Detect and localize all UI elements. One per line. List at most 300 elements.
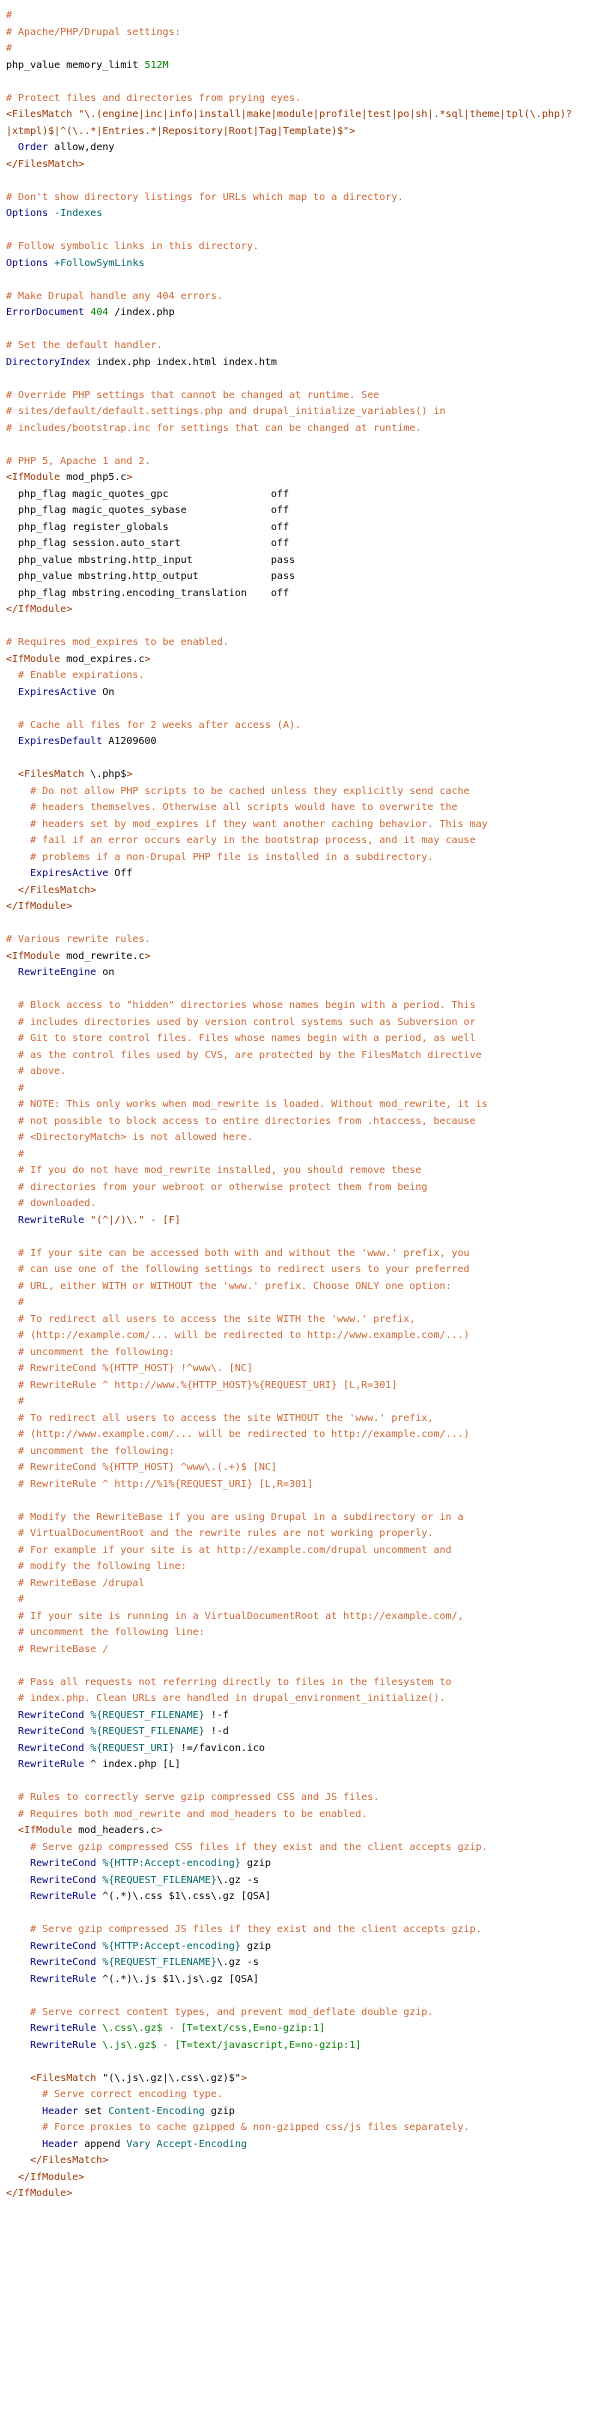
code-line [6,1361,253,1378]
code-token: \.js\.gz$ - [T=text/javascript,E=no-gzip:1] [96,2039,362,2051]
code-token: </FilesMatch> [6,2155,109,2166]
code-line [6,965,114,982]
code-token [6,1957,30,1968]
code-line [6,289,223,306]
code-token: "(\.js\.gz|\.css\.gz)$" [96,2072,241,2084]
code-token: RewriteCond [30,1858,97,1869]
code-token: # RewriteRule ^ http://www.%{HTTP_HOST}%{REQUEST_URI} [L,R=301] [6,1379,398,1391]
code-token: \.css\.gz$ - [T=text/css,E=no-gzip:1] [96,2023,326,2034]
code-token [6,2023,30,2034]
code-token [6,1726,18,1737]
code-line [6,718,301,735]
code-line [6,1790,379,1807]
code-token [6,1858,30,1869]
code-line [6,833,476,850]
code-token: RewriteCond [18,1726,85,1737]
code-line [6,586,289,603]
code-token: # (http://www.example.com/... will be redirected to http://example.com/...) [6,1429,470,1440]
code-token [6,2040,30,2051]
code-line [6,470,132,487]
code-token: # <DirectoryMatch> is not allowed here. [6,1132,253,1143]
code-token [6,1215,18,1226]
code-line [6,932,151,949]
code-token: ^(.*)\.js $1\.js\.gz [QSA] [96,1973,259,1985]
code-token: \.php$ [84,769,127,780]
code-line [6,1048,482,1065]
code-token: ErrorDocument [6,307,85,318]
code-line [6,1856,271,1873]
code-token: %{REQUEST_FILENAME} [102,1957,217,1968]
code-token [6,2106,42,2117]
code-line [6,883,96,900]
code-token: 512M [144,59,169,71]
code-token: # [6,1082,25,1094]
code-line [6,767,132,784]
code-token: # RewriteCond %{HTTP_HOST} !^www\. [NC] [6,1363,253,1374]
code-token: # Git to store control files. Files whose names begin with a period, as well [6,1033,476,1044]
code-token: mod_rewrite.c [60,950,145,962]
code-token: php_flag mbstring.encoding_translation off [6,587,289,599]
code-token: %{REQUEST_URI} [90,1742,175,1754]
code-line [6,1262,470,1279]
code-token: php_flag magic_quotes_gpc off [6,488,289,500]
code-token: > [144,950,151,962]
code-line [6,536,289,553]
code-line [6,2170,84,2187]
code-token: php_flag session.auto_start off [6,538,289,549]
code-token: Content-Encoding [108,2105,205,2117]
code-token [6,967,18,978]
code-line [6,2071,247,2088]
code-line [6,1444,175,1461]
code-token: mod_headers.c [72,1825,157,1836]
code-line [6,1147,24,1164]
code-line [6,1130,253,1147]
code-line [6,2153,108,2170]
code-line [6,949,151,966]
code-line [6,338,163,355]
code-token [6,1974,30,1985]
code-token: Header [42,2138,79,2150]
code-line [6,2038,361,2055]
code-token: # Follow symbolic links in this directory. [6,241,259,252]
code-line [6,1345,175,1362]
code-token [6,868,30,879]
code-line [6,91,301,108]
code-token: <IfModule [18,1825,73,1836]
code-line [6,998,476,1015]
code-token: # [6,1297,25,1308]
code-token: %{HTTP:Accept-encoding} [102,1940,241,1952]
code-token: ^(.*)\.css $1\.css\.gz [QSA] [96,1891,271,1902]
code-token: # directories from your webroot or otherwise protect them from being [6,1181,428,1193]
code-token: > [126,769,133,780]
code-token: # headers themselves. Otherwise all scripts would have to overwrite the [6,802,458,813]
code-line [6,652,151,669]
code-token: </FilesMatch> [6,884,97,896]
code-token: Order [18,142,49,153]
code-line [6,1031,476,1048]
code-token [6,1759,18,1770]
code-token: \.gz -s [216,1874,259,1886]
code-token: # NOTE: This only works when mod_rewrite is loaded. Without mod_rewrite, it is [6,1099,488,1110]
code-token: # For example if your site is at http://example.com/drupal uncomment and [6,1544,452,1556]
code-line [6,1823,163,1840]
code-line [6,1064,66,1081]
code-line [6,553,295,570]
code-line [6,1922,482,1939]
code-token: # Do not allow PHP scripts to be cached unless they explicitly send cache [6,785,470,797]
code-line [6,1328,470,1345]
code-token: # Set the default handler. [6,340,163,351]
code-token: # Pass all requests not referring directly to files in the filesystem to [6,1676,452,1688]
code-token: php_flag register_globals off [6,521,289,533]
code-line [6,1873,259,1890]
code-line [6,1559,187,1576]
code-token: # URL, either WITH or WITHOUT the 'www.' prefix. Choose ONLY one option: [6,1280,452,1292]
code-line [6,734,157,751]
code-token: %{REQUEST_FILENAME} [102,1874,217,1886]
code-token: # Protect files and directories from prying eyes. [6,92,302,104]
code-line [6,1411,433,1428]
code-line [6,1724,229,1741]
code-line [6,685,114,702]
code-line [6,1196,96,1213]
code-token: # Requires both mod_rewrite and mod_headers to be enabled. [6,1808,368,1820]
code-line [6,2005,433,2022]
code-token: # includes/bootstrap.inc for settings that can be changed at runtime. [6,422,422,434]
code-line [6,1097,488,1114]
code-token: !-f [204,1709,229,1721]
code-line [6,1576,144,1593]
code-token: # can use one of the following settings to redirect users to your preferred [6,1264,470,1275]
code-token [6,687,18,698]
code-line [6,487,289,504]
code-line [6,41,12,58]
code-token: RewriteCond [30,1957,97,1968]
code-token: # [6,43,13,54]
code-line [6,1840,488,1857]
code-token: # Requires mod_expires to be enabled. [6,637,229,648]
code-line [6,2021,325,2038]
code-token: # as the control files used by CVS, are protected by the FilesMatch directive [6,1049,482,1061]
code-line [6,1675,452,1692]
code-line [6,355,277,372]
code-line [6,1543,452,1560]
code-line [6,1592,24,1609]
code-line [6,190,403,207]
code-token: mod_php5.c [60,472,127,483]
code-token: 404 [90,307,109,318]
code-token: RewriteCond [30,1874,97,1886]
code-line [6,157,84,174]
code-token: # RewriteCond %{HTTP_HOST} ^www\.(.+)$ [NC] [6,1462,277,1473]
code-token: # RewriteRule ^ http://%1%{REQUEST_URI} [L,R=301] [6,1478,314,1490]
code-line [6,1889,271,1906]
code-line [6,2186,72,2203]
code-token: Options [6,208,49,219]
code-line [6,1295,24,1312]
code-line [6,8,12,25]
code-token: # Enable expirations. [6,670,145,681]
code-token: # uncomment the following: [6,1346,175,1358]
code-token: # Block access to "hidden" directories whose names begin with a period. This [6,1000,476,1011]
code-token [6,736,18,747]
code-line [6,1510,464,1527]
code-token: !-d [204,1726,229,1737]
code-line [6,1939,271,1956]
code-line [6,1642,108,1659]
code-line [6,2137,247,2154]
code-token: RewriteCond [18,1742,85,1754]
code-token: gzip [204,2105,235,2117]
code-token: RewriteCond [18,1709,85,1721]
code-token: php_value memory_limit [6,59,145,71]
code-token: # To redirect all users to access the site WITH the 'www.' prefix, [6,1313,416,1325]
code-token: mod_expires.c [60,653,145,665]
code-token: # modify the following line: [6,1561,187,1572]
code-token: gzip [240,1858,271,1869]
code-token: # Cache all files for 2 weeks after access (A). [6,719,302,731]
code-token: > [240,2072,247,2084]
code-line [6,635,229,652]
code-token: # Serve gzip compressed JS files if they exist and the client accepts gzip. [6,1924,482,1935]
code-token: on [96,967,115,978]
code-token [6,142,18,153]
code-token: RewriteCond [30,1940,97,1952]
code-token: > [126,472,133,483]
code-line [6,1015,476,1032]
code-line [6,2087,223,2104]
code-token: ExpiresActive [30,868,109,879]
code-token: <IfModule [6,653,61,665]
code-token: # uncomment the following line: [6,1627,205,1638]
code-token: %{HTTP:Accept-encoding} [102,1858,241,1869]
code-line [6,1972,259,1989]
code-token: %{REQUEST_FILENAME} [90,1709,205,1721]
code-token: RewriteRule [30,1891,97,1902]
code-token [6,2139,42,2150]
code-token: </IfModule> [6,604,73,615]
code-token: RewriteRule [18,1214,85,1226]
code-token: # [6,1594,25,1605]
code-token: Header [42,2105,79,2117]
code-token: A1209600 [102,736,157,747]
code-line [6,124,355,141]
code-token: # (http://example.com/... will be redirected to http://www.example.com/...) [6,1330,470,1341]
code-token: RewriteRule [30,2023,97,2034]
code-token: <FilesMatch [30,2072,97,2084]
code-line [6,58,169,75]
code-token: # If your site can be accessed both with and without the 'www.' prefix, you [6,1247,470,1259]
code-line [6,388,379,405]
code-token: # sites/default/default.settings.php and drupal_initialize_variables() in [6,406,446,417]
code-token: <IfModule [6,950,61,962]
code-token: # Rules to correctly serve gzip compressed CSS and JS files. [6,1792,380,1803]
code-line [6,1807,367,1824]
code-line [6,1477,313,1494]
code-token [6,1941,30,1952]
code-token: # Serve gzip compressed CSS files if they exist and the client accepts gzip. [6,1841,488,1853]
code-line [6,569,295,586]
code-line [6,1526,433,1543]
code-line [6,817,488,834]
code-token: RewriteRule [30,1973,97,1985]
code-token [6,1825,18,1836]
code-token: Options [6,257,49,269]
code-token: > [144,653,151,665]
code-token: gzip [240,1940,271,1952]
code-token: %{REQUEST_FILENAME} [90,1726,205,1737]
code-line [6,1180,427,1197]
code-token [6,1875,30,1886]
code-token: -Indexes [48,208,103,219]
code-token: RewriteRule [30,2039,97,2051]
code-line [6,520,289,537]
code-token: # index.php. Clean URLs are handled in drupal_environment_initialize(). [6,1693,446,1704]
code-line [6,305,175,322]
code-token: \.gz -s [216,1957,259,1968]
code-token: On [96,686,115,698]
code-token: php_flag magic_quotes_sybase off [6,505,289,516]
code-token: # not possible to block access to entire directories from .htaccess, because [6,1115,476,1127]
code-line [6,1081,24,1098]
code-token: php_value mbstring.http_output pass [6,571,295,582]
code-token: </FilesMatch> [6,158,85,170]
code-line [6,256,144,273]
code-token: # Make Drupal handle any 404 errors. [6,290,223,302]
code-token: # uncomment the following: [6,1445,175,1457]
code-token: # If your site is running in a VirtualDocumentRoot at http://example.com/, [6,1610,464,1622]
code-token: "(^|/)\." - [F] [84,1214,181,1226]
code-token: # To redirect all users to access the site WITHOUT the 'www.' prefix, [6,1412,434,1424]
code-line [6,2120,470,2137]
code-token: # fail if an error occurs early in the bootstrap process, and it may cause [6,835,476,846]
code-token: <IfModule [6,472,61,483]
code-token: # Various rewrite rules. [6,934,151,945]
code-line [6,1625,205,1642]
code-token: RewriteEngine [18,967,97,978]
code-token: # Force proxies to cache gzipped & non-gzipped css/js files separately. [6,2122,470,2133]
code-token: > [156,1825,163,1836]
code-line [6,899,72,916]
code-token: # Modify the RewriteBase if you are using Drupal in a subdirectory or in a [6,1511,464,1523]
code-token: # [6,1148,25,1160]
code-line [6,602,72,619]
code-token [6,1891,30,1902]
code-token: </IfModule> [6,901,73,912]
code-line [6,850,433,867]
code-line [6,2104,235,2121]
code-token: # Override PHP settings that cannot be changed at runtime. See [6,389,380,401]
code-token: +FollowSymLinks [48,257,145,269]
code-token: set [78,2105,109,2117]
code-line [6,1246,470,1263]
code-line [6,1163,421,1180]
code-token [6,2073,30,2084]
code-line [6,866,132,883]
code-token: # Don't show directory listings for URLs which map to a directory. [6,191,404,203]
code-token: # [6,1396,25,1407]
code-line [6,503,289,520]
code-token: # problems if a non-Drupal PHP file is installed in a subdirectory. [6,851,434,863]
code-token: <FilesMatch [18,769,85,780]
code-line [6,421,421,438]
code-line [6,784,470,801]
code-line [6,1460,277,1477]
code-token: # includes directories used by version control systems such as Subversion or [6,1016,476,1028]
code-line [6,206,102,223]
code-token: RewriteRule [18,1759,85,1770]
code-line [6,1378,397,1395]
code-line [6,1741,265,1758]
code-line [6,1312,415,1329]
code-token: allow,deny [48,142,115,153]
code-line [6,1394,24,1411]
code-line [6,1691,446,1708]
code-token: ExpiresActive [18,686,97,698]
code-line [6,1279,452,1296]
code-token: </IfModule> [6,2188,73,2199]
code-token: index.php index.html index.htm [90,356,277,368]
code-line [6,1213,181,1230]
code-token: # Serve correct encoding type. [6,2089,223,2100]
code-token: # If you do not have mod_rewrite installed, you should remove these [6,1165,422,1176]
code-token: # VirtualDocumentRoot and the rewrite rules are not working properly. [6,1528,434,1539]
code-token: # [6,10,13,21]
code-line [6,25,181,42]
code-token: |xtmpl)$|^(\..*|Entries.*|Repository|Root|Tag|Template)$"> [6,125,356,137]
code-token: # PHP 5, Apache 1 and 2. [6,455,151,467]
code-line [6,1114,476,1131]
code-token: # Serve correct content types, and prevent mod_deflate double gzip. [6,2006,434,2018]
code-line [6,404,446,421]
code-line [6,454,151,471]
code-token: # headers set by mod_expires if they want another caching behavior. This may [6,818,488,830]
code-token: Off [108,868,133,879]
code-line [6,1955,259,1972]
code-token: </IfModule> [6,2171,85,2183]
code-token [6,1743,18,1754]
code-token: # Apache/PHP/Drupal settings: [6,26,181,38]
code-token: /index.php [108,307,175,318]
code-line [6,1427,470,1444]
code-token: # RewriteBase /drupal [6,1577,145,1589]
code-token: <FilesMatch "\.(engine|inc|info|install|make|module|profile|test|po|sh|.*sql|theme|tpl(\.php)? [6,109,572,120]
code-token: !=/favicon.ico [174,1742,265,1754]
code-token: # downloaded. [6,1198,97,1209]
code-token [6,1710,18,1721]
code-token: DirectoryIndex [6,356,91,368]
code-line [6,668,144,685]
code-line [6,239,259,256]
code-token: ExpiresDefault [18,736,103,747]
code-token: php_value mbstring.http_input pass [6,554,295,566]
code-line [6,1609,464,1626]
code-token: ^ index.php [L] [84,1759,181,1770]
code-token: append [78,2138,127,2150]
code-line [6,800,458,817]
code-token: # above. [6,1066,67,1077]
code-line [6,1708,229,1725]
code-token: Accept-Encoding [156,2138,247,2150]
code-token: Vary [126,2138,151,2150]
code-token [6,769,18,780]
code-token: # RewriteBase / [6,1643,109,1655]
code-line [6,140,114,157]
code-line [6,1757,181,1774]
code-line [6,107,572,124]
